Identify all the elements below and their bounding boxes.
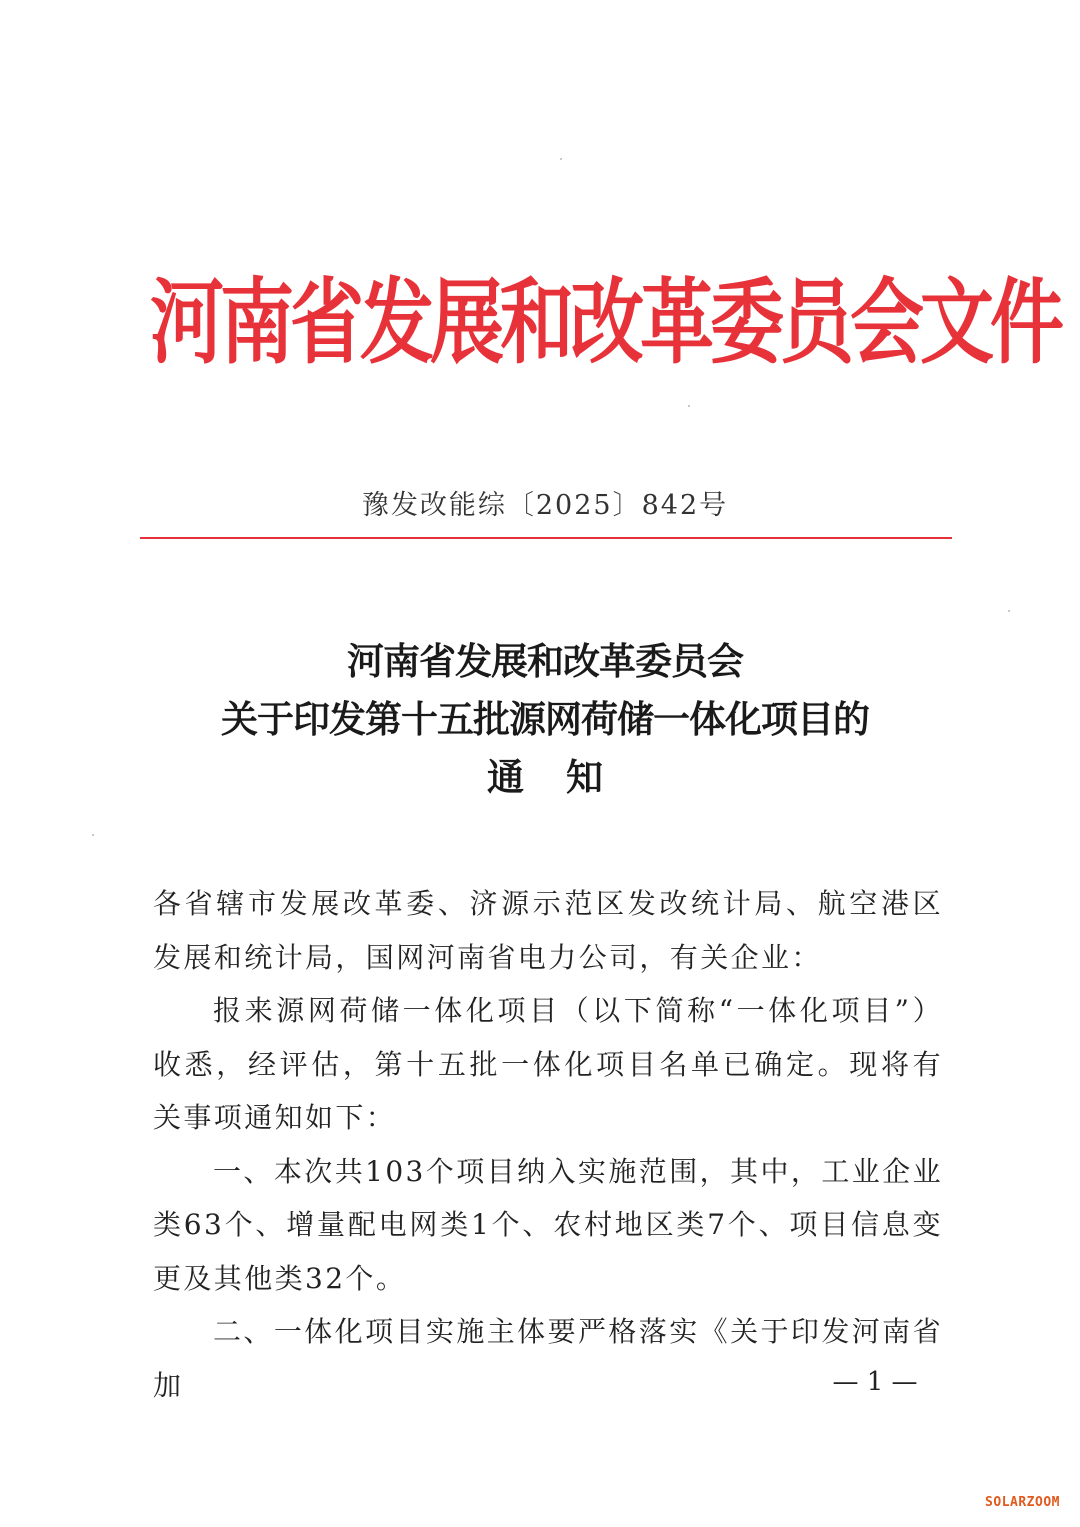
- page-number: — 1 —: [832, 1367, 918, 1397]
- scan-speck: [92, 834, 94, 836]
- title-line-2: 关于印发第十五批源网荷储一体化项目的: [221, 697, 869, 741]
- addressee-paragraph: 各省辖市发展改革委、济源示范区发改统计局、航空港区发展和统计局，国网河南省电力公司，有关企业：: [153, 887, 943, 974]
- body-paragraph-1: 报来源网荷储一体化项目（以下简称“一体化项目”）收悉，经评估，第十五批一体化项目名单已确定。现将有关事项通知如下：: [153, 994, 943, 1134]
- document-body: [153, 877, 943, 1412]
- document-number: 豫发改能综〔2025〕842号: [361, 490, 729, 521]
- document-masthead: 河南省发展和改革委员会文件: [150, 269, 1060, 377]
- scan-speck: [560, 158, 562, 160]
- document-title: [140, 632, 950, 806]
- title-line-1: 河南省发展和改革委员会: [347, 639, 743, 683]
- title-line-3: 通知: [487, 755, 645, 799]
- scan-speck: [1008, 610, 1010, 612]
- body-paragraph-2: 一、本次共103个项目纳入实施范围，其中，工业企业类63个、增量配电网类1个、农村地区类7个、项目信息变更及其他类32个。: [153, 1154, 943, 1295]
- body-paragraph-3: 二、一体化项目实施主体要严格落实《关于印发河南省加: [153, 1315, 943, 1402]
- watermark-logo: SOLARZOOM: [985, 1495, 1060, 1510]
- red-separator-line: [140, 537, 952, 539]
- scan-speck: [688, 405, 690, 407]
